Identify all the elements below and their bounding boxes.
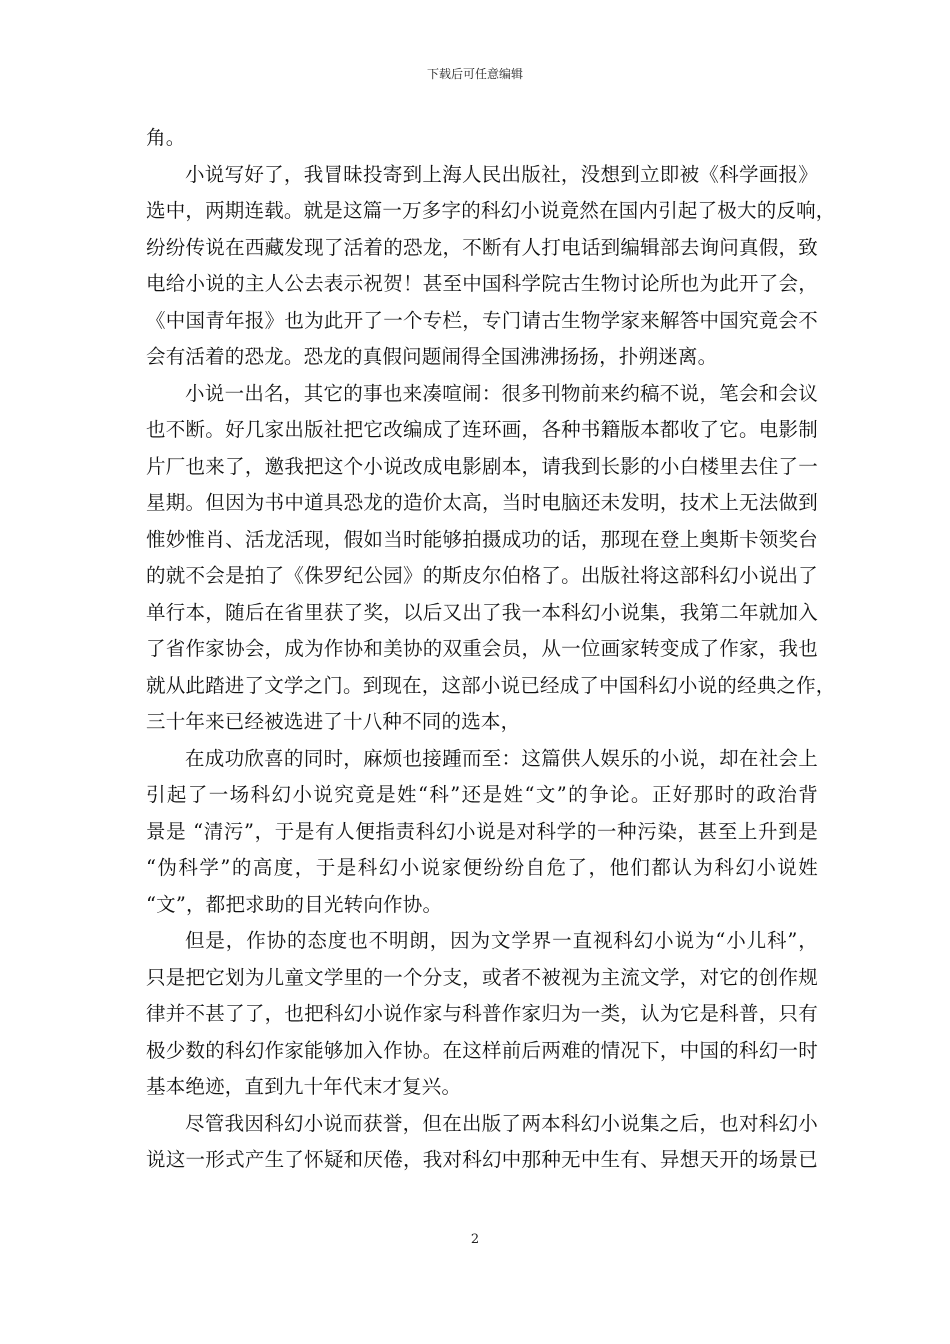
- text-line: 的就不会是拍了《侏罗纪公园》的斯皮尔伯格了。出版社将这部科幻小说出了: [146, 564, 818, 587]
- paragraph-continuation: [146, 120, 818, 157]
- text-line: 了省作家协会，成为作协和美协的双重会员，从一位画家转变成了作家，我也: [146, 637, 818, 660]
- page-number: 2: [470, 1232, 480, 1247]
- text-line: 小说写好了，我冒昧投寄到上海人民出版社，没想到立即被《科学画报》: [185, 162, 818, 186]
- text-line: 片厂也来了，邀我把这个小说改成电影剧本，请我到长影的小白楼里去住了一: [146, 454, 818, 478]
- text-line: 纷纷传说在西藏发现了活着的恐龙，不断有人打电话到编辑部去询问真假，致: [146, 235, 818, 259]
- text-line: 律并不甚了了，也把科幻小说作家与科普作家归为一类，认为它是科普，只有: [146, 1002, 818, 1025]
- paragraph: [146, 376, 836, 741]
- text-line: 小说一出名，其它的事也来凑喧闹：很多刊物前来约稿不说，笔会和会议: [185, 381, 818, 405]
- text-line: 基本绝迹，直到九十年代末才复兴。: [146, 1075, 462, 1098]
- text-line: 但是，作协的态度也不明朗，因为文学界一直视科幻小说为“小儿科”，: [185, 929, 818, 952]
- text-line: 三十年来已经被选进了十八种不同的选本，: [146, 710, 521, 733]
- text-line: 引起了一场科幻小说究竟是姓“科”还是姓“文”的争论。正好那时的政治背: [146, 783, 818, 806]
- text-line: 也不断。好几家出版社把它改编成了连环画，各种书籍版本都收了它。电影制: [146, 418, 818, 441]
- text-line: “文”，都把求助的目光转向作协。: [146, 892, 443, 916]
- text-line: 电给小说的主人公去表示祝贺！甚至中国科学院古生物讨论所也为此开了会，: [146, 272, 818, 295]
- text-line: 惟妙惟肖、活龙活现，假如当时能够拍摄成功的话，那现在登上奥斯卡领奖台: [146, 527, 818, 551]
- text-line: 就从此踏进了文学之门。到现在，这部小说已经成了中国科幻小说的经典之作，: [146, 673, 836, 697]
- text-line: “伪科学”的高度，于是科幻小说家便纷纷自危了，他们都认为科幻小说姓: [146, 856, 818, 879]
- text-line: 景是 “清污”，于是有人便指责科幻小说是对科学的一种污染，甚至上升到是: [146, 819, 818, 843]
- text-line: 《中国青年报》也为此开了一个专栏，专门请古生物学家来解答中国究竟会不: [146, 308, 818, 332]
- text-line: 只是把它划为儿童文学里的一个分支，或者不被视为主流文学，对它的创作规: [146, 965, 818, 989]
- page-header: 下载后可任意编辑: [426, 67, 523, 81]
- paragraph: [146, 741, 818, 924]
- text-line: 单行本，随后在省里获了奖，以后又出了我一本科幻小说集，我第二年就加入: [146, 600, 818, 624]
- paragraph: [146, 157, 836, 376]
- text-line: 角。: [146, 126, 186, 149]
- text-line: 说这一形式产生了怀疑和厌倦，我对科幻中那种无中生有、异想天开的场景已: [146, 1148, 818, 1171]
- text-line: 极少数的科幻作家能够加入作协。在这样前后两难的情况下，中国的科幻一时: [146, 1038, 818, 1062]
- text-line: 星期。但因为书中道具恐龙的造价太高，当时电脑还未发明，技术上无法做到: [146, 491, 818, 514]
- text-line: 尽管我因科幻小说而获誉，但在出版了两本科幻小说集之后，也对科幻小: [185, 1111, 818, 1135]
- text-line: 在成功欣喜的同时，麻烦也接踵而至：这篇供人娱乐的小说，却在社会上: [185, 746, 818, 770]
- text-line: 会有活着的恐龙。恐龙的真假问题闹得全国沸沸扬扬，扑朔迷离。: [146, 345, 718, 368]
- text-line: 选中，两期连载。就是这篇一万多字的科幻小说竟然在国内引起了极大的反响，: [146, 199, 836, 222]
- paragraph: [146, 1106, 818, 1179]
- paragraph: [146, 923, 818, 1106]
- body-text: [146, 120, 836, 1179]
